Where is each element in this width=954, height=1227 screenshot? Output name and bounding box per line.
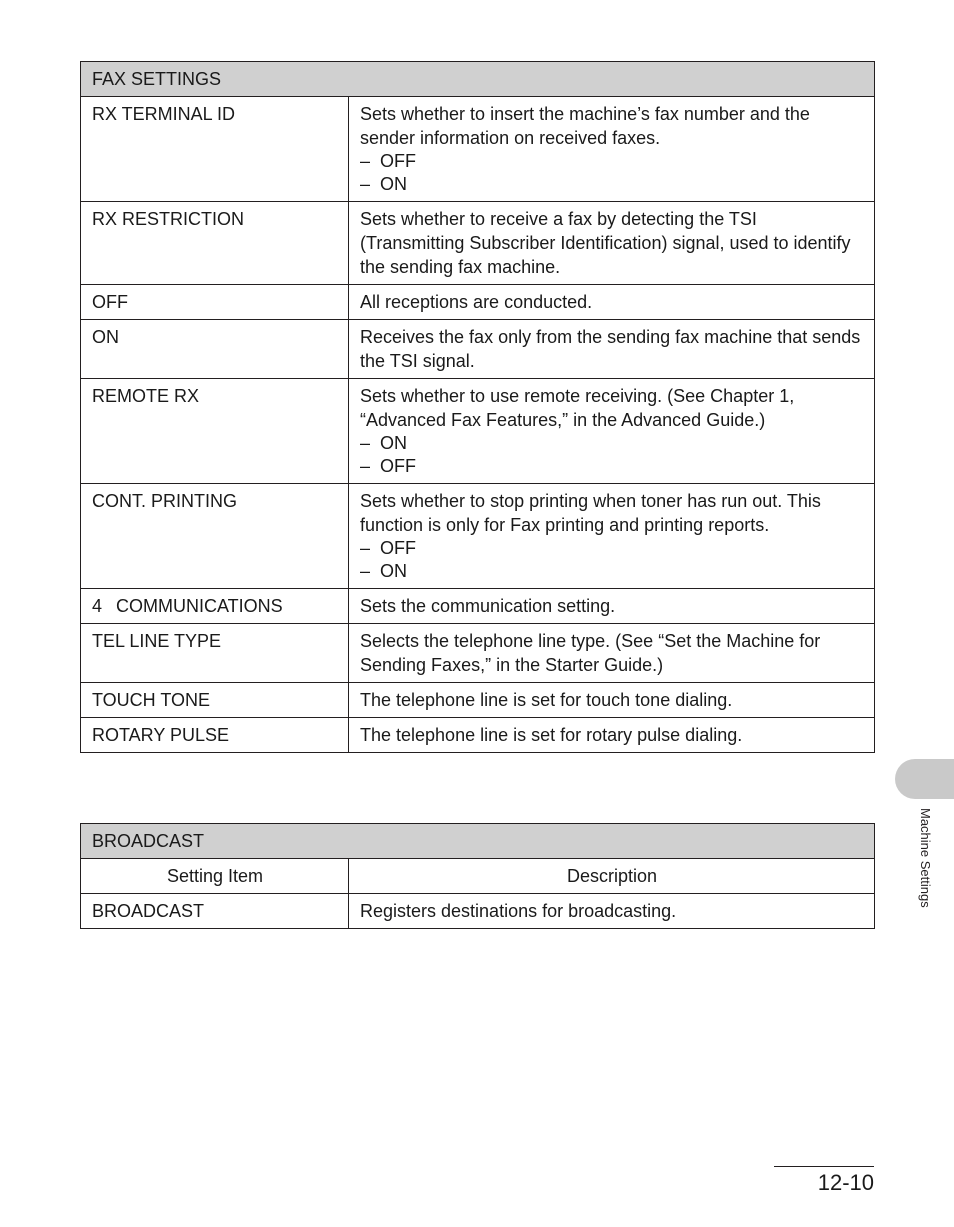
column-header-description: Description (349, 859, 875, 894)
table-row (81, 97, 875, 202)
option-line (360, 432, 864, 455)
table-row (81, 379, 875, 484)
setting-description: Registers destinations for broadcasting. (349, 894, 875, 929)
option-dash: – (360, 561, 371, 581)
option-line (360, 560, 864, 583)
option-value: OFF (380, 151, 416, 171)
option-line (360, 537, 864, 560)
column-header-setting-item: Setting Item (81, 859, 349, 894)
option-value: OFF (380, 538, 416, 558)
table-row (81, 202, 875, 285)
setting-description: Selects the telephone line type. (See “Set the Machine for Sending Faxes,” in the Starter Guide.) (349, 624, 875, 683)
option-dash: – (360, 174, 371, 194)
setting-description (349, 484, 875, 589)
table-row (81, 320, 875, 379)
table-row (81, 589, 875, 624)
setting-description: The telephone line is set for rotary pulse dialing. (349, 718, 875, 753)
setting-item: TEL LINE TYPE (81, 624, 349, 683)
setting-item: RX RESTRICTION (81, 202, 349, 285)
section-header-row (81, 62, 875, 97)
table-row (81, 894, 875, 929)
chapter-tab-label: Machine Settings (918, 808, 933, 908)
setting-item (81, 589, 349, 624)
description-text: Sets whether to stop printing when toner has run out. This function is only for Fax printing and printing reports. (360, 491, 821, 535)
setting-item: RX TERMINAL ID (81, 97, 349, 202)
option-value: OFF (380, 456, 416, 476)
description-text: Sets whether to insert the machine’s fax number and the sender information on received faxes. (360, 104, 810, 148)
table-row (81, 285, 875, 320)
setting-description: All receptions are conducted. (349, 285, 875, 320)
section-header-row (81, 824, 875, 859)
option-dash: – (360, 456, 371, 476)
table-row (81, 718, 875, 753)
option-value: ON (380, 433, 407, 453)
description-text: Sets whether to use remote receiving. (See Chapter 1, “Advanced Fax Features,” in the Advanced Guide.) (360, 386, 795, 430)
option-dash: – (360, 151, 371, 171)
setting-description: Sets whether to receive a fax by detecting the TSI (Transmitting Subscriber Identification) signal, used to identify the sending fax machine. (349, 202, 875, 285)
item-number: 4 (92, 596, 103, 616)
page-number-rule (774, 1166, 874, 1167)
section-title: FAX SETTINGS (81, 62, 875, 97)
fax-settings-table (80, 61, 875, 753)
option-dash: – (360, 433, 371, 453)
option-value: ON (380, 561, 407, 581)
option-line (360, 455, 864, 478)
chapter-tab (895, 759, 954, 799)
item-label: COMMUNICATIONS (116, 596, 283, 616)
setting-item: OFF (81, 285, 349, 320)
column-header-row (81, 859, 875, 894)
setting-description (349, 97, 875, 202)
setting-description (349, 379, 875, 484)
setting-description: The telephone line is set for touch tone dialing. (349, 683, 875, 718)
table-row (81, 624, 875, 683)
page-number: 12-10 (817, 1170, 874, 1195)
section-title: BROADCAST (81, 824, 875, 859)
option-dash: – (360, 538, 371, 558)
setting-item: REMOTE RX (81, 379, 349, 484)
table-row (81, 484, 875, 589)
option-value: ON (380, 174, 407, 194)
table-row (81, 683, 875, 718)
setting-item: TOUCH TONE (81, 683, 349, 718)
setting-description: Receives the fax only from the sending fax machine that sends the TSI signal. (349, 320, 875, 379)
broadcast-table (80, 823, 875, 929)
option-line (360, 150, 864, 173)
option-line (360, 173, 864, 196)
setting-item: ROTARY PULSE (81, 718, 349, 753)
setting-item: ON (81, 320, 349, 379)
setting-item: BROADCAST (81, 894, 349, 929)
setting-description: Sets the communication setting. (349, 589, 875, 624)
setting-item: CONT. PRINTING (81, 484, 349, 589)
